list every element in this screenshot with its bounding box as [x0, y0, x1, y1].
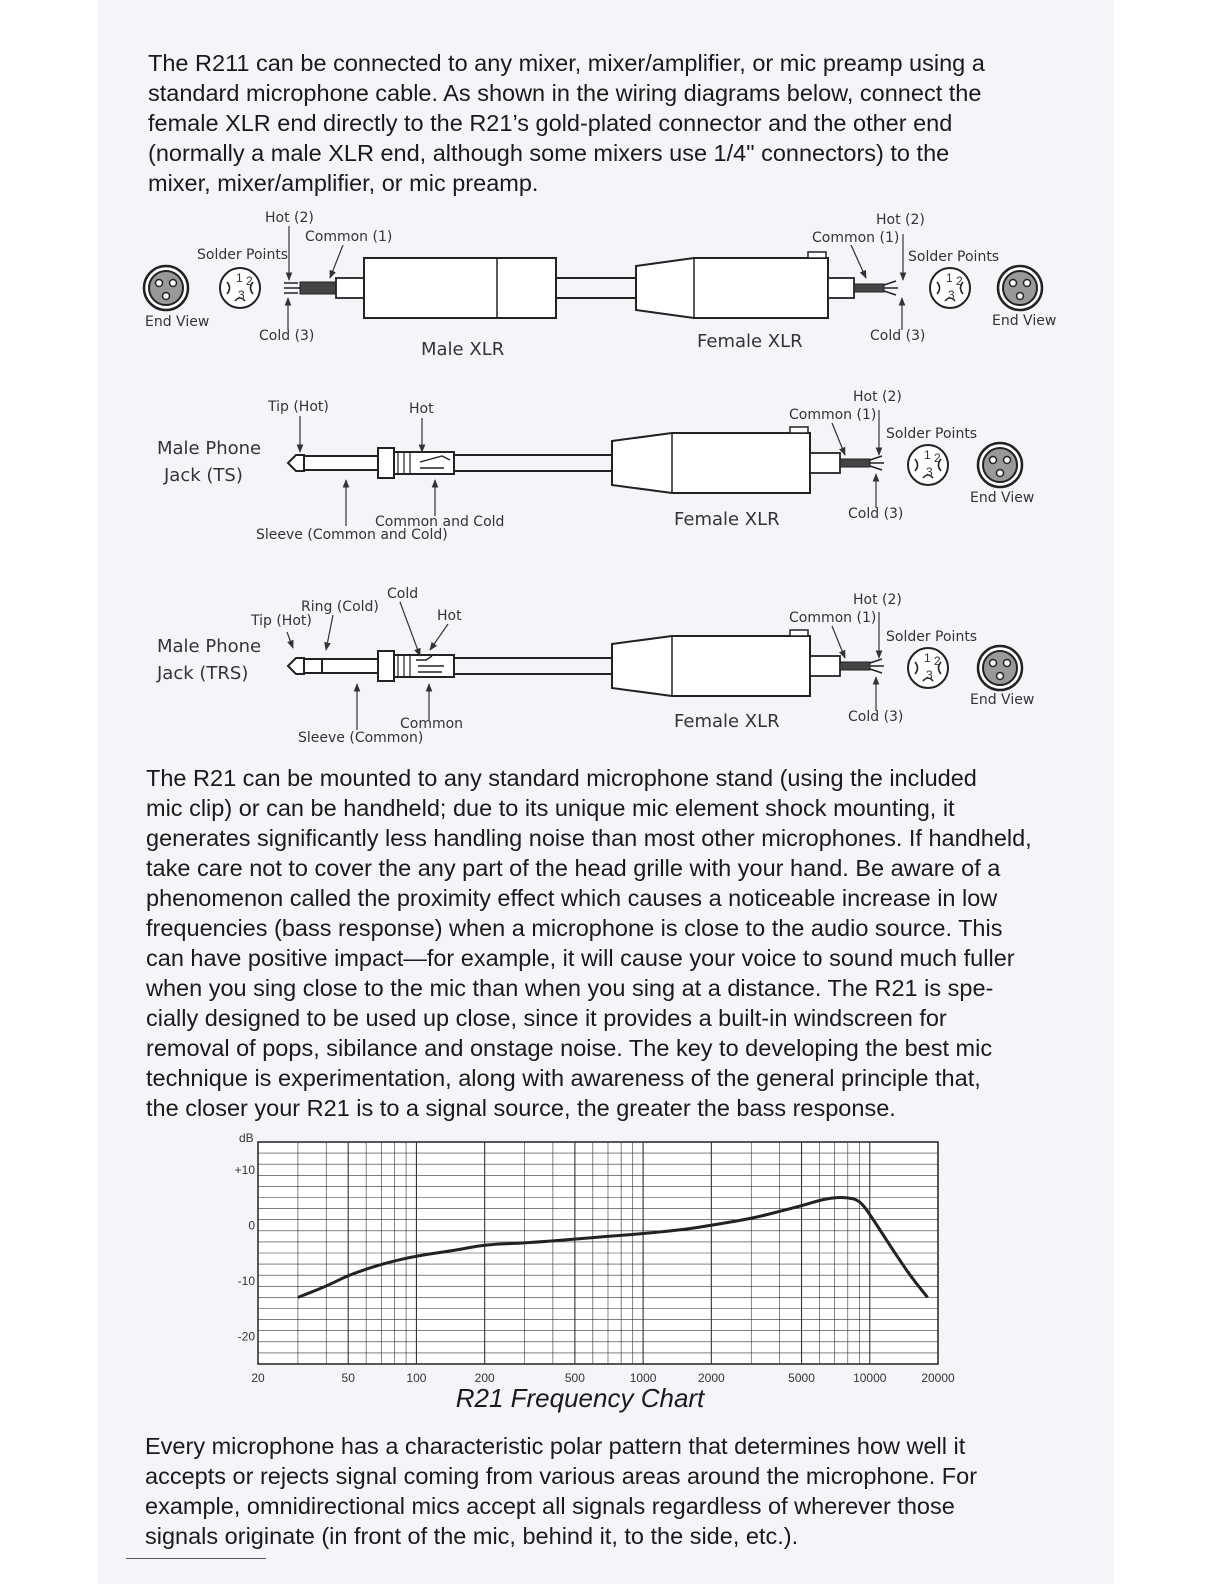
label-end-view: End View [145, 314, 210, 330]
text-line: frequencies (bass response) when a microphone is close to the audio source. This [146, 915, 1003, 941]
text-line: removal of pops, sibilance and onstage noise. The key to developing the best mic [146, 1035, 993, 1061]
cable [454, 455, 612, 471]
label-cold: Cold (3) [848, 709, 904, 725]
xlr-end-view-icon [998, 266, 1042, 310]
trs-plug-tip [288, 658, 304, 674]
chart-title: R21 Frequency Chart [455, 1383, 705, 1413]
svg-text:2: 2 [956, 274, 963, 288]
text-line: example, omnidirectional mics accept all signals regardless of wherever those [145, 1493, 955, 1519]
trs-plug-sleeve [322, 659, 378, 673]
label-hot: Hot (2) [265, 210, 314, 226]
x-tick-label: 5000 [788, 1371, 815, 1385]
label-sleeve: Sleeve (Common and Cold) [256, 527, 448, 543]
x-tick-label: 200 [474, 1371, 495, 1385]
label-common: Common (1) [789, 407, 877, 423]
label-cold: Cold (3) [848, 506, 904, 522]
text-line: (normally a male XLR end, although some mixers use 1/4" connectors) to the [148, 140, 950, 166]
male-xlr-body [364, 258, 556, 318]
frequency-chart [235, 1131, 955, 1413]
text-line: mic clip) or can be handheld; due to its unique mic element shock mounting, it [146, 795, 955, 821]
label-cold: Cold (3) [870, 328, 926, 344]
label-female-xlr: Female XLR [674, 509, 780, 530]
text-line: The R21 can be mounted to any standard microphone stand (using the included [146, 765, 977, 791]
label-common: Common (1) [812, 230, 900, 246]
text-line: mixer, mixer/amplifier, or mic preamp. [148, 170, 539, 196]
svg-text:1: 1 [924, 651, 931, 665]
wire-jacket [300, 282, 336, 294]
y-tick-label: -10 [237, 1273, 255, 1288]
female-xlr-body [612, 427, 884, 493]
label-solder-points: Solder Points [886, 426, 978, 442]
label-jack-type: Jack (TS) [164, 465, 243, 486]
label-solder-points: Solder Points [197, 247, 289, 263]
text-line: Every microphone has a characteristic polar pattern that determines how well it [145, 1433, 966, 1459]
cable [454, 658, 612, 674]
label-solder-points: Solder Points [886, 629, 978, 645]
text-line: signals originate (in front of the mic, behind it, to the side, etc.). [145, 1523, 799, 1549]
xlr-end-view-icon [978, 646, 1022, 690]
solder-points-icon [908, 648, 948, 688]
svg-text:2: 2 [246, 274, 253, 288]
label-jack-type: Jack (TRS) [157, 663, 249, 684]
label-male-xlr: Male XLR [421, 339, 505, 360]
text-line: phenomenon called the proximity effect which causes a noticeable increase in low [146, 885, 998, 911]
x-tick-label: 2000 [697, 1371, 725, 1385]
x-tick-label: 50 [341, 1371, 355, 1385]
label-common-cold: Common and Cold [375, 514, 505, 530]
y-tick-label: -20 [237, 1329, 255, 1344]
svg-text:2: 2 [934, 654, 941, 668]
svg-text:1: 1 [236, 271, 243, 285]
solder-points-icon [908, 445, 948, 485]
label-end-view: End View [970, 692, 1035, 708]
svg-text:1: 1 [946, 271, 953, 285]
ts-to-xlr-diagram [157, 389, 1034, 543]
label-sleeve: Sleeve (Common) [298, 730, 424, 746]
label-ring: Ring (Cold) [301, 599, 379, 615]
svg-text:3: 3 [948, 288, 955, 302]
xlr-end-view-icon [144, 266, 188, 310]
x-tick-label: 10000 [853, 1371, 887, 1385]
solder-points-icon [220, 268, 260, 308]
label-end-view: End View [992, 313, 1057, 329]
label-solder-points: Solder Points [908, 249, 1000, 265]
wire-strands [284, 283, 300, 293]
trs-to-xlr-diagram [156, 586, 1034, 746]
x-tick-label: 1000 [629, 1371, 657, 1385]
label-cold: Cold (3) [259, 328, 315, 344]
strain-relief [336, 278, 364, 298]
xlr-end-view-icon [978, 443, 1022, 487]
label-hot: Hot (2) [876, 212, 925, 228]
x-tick-label: 500 [564, 1371, 585, 1385]
text-line: when you sing close to the mic than when you sing at a distance. The R21 is spe- [146, 975, 994, 1001]
female-xlr-body [612, 630, 884, 696]
cable [556, 278, 636, 298]
text-line: accepts or rejects signal coming from various areas around the microphone. For [145, 1463, 978, 1489]
x-tick-label: 100 [406, 1371, 427, 1385]
ts-plug-sleeve [304, 456, 378, 470]
svg-text:3: 3 [926, 465, 933, 479]
svg-text:3: 3 [238, 288, 245, 302]
svg-text:3: 3 [926, 668, 933, 682]
label-hot: Hot (2) [853, 592, 902, 608]
text-line: The R211 can be connected to any mixer, mixer/amplifier, or mic preamp using a [148, 50, 985, 76]
y-tick-label: +10 [234, 1162, 255, 1177]
label-tip: Tip (Hot) [268, 399, 329, 415]
text-line: the closer your R21 is to a signal source, the greater the bass response. [146, 1095, 896, 1121]
y-tick-label: 0 [248, 1218, 255, 1233]
chart-y-ticks [235, 1163, 256, 1344]
xlr-to-xlr-diagram [144, 210, 1056, 360]
label-female-xlr: Female XLR [674, 711, 780, 732]
trs-plug-ring [304, 659, 322, 673]
label-hot: Hot [437, 608, 462, 624]
text-line: cially designed to be used up close, since it provides a built-in windscreen for [146, 1005, 947, 1031]
label-female-xlr: Female XLR [697, 331, 803, 352]
chart-y-label: dB [239, 1131, 254, 1145]
label-common: Common (1) [789, 610, 877, 626]
label-hot: Hot (2) [853, 389, 902, 405]
label-tip: Tip (Hot) [251, 613, 312, 629]
chart-grid [258, 1142, 938, 1364]
text-line: can have positive impact—for example, it will cause your voice to sound much fuller [146, 945, 1015, 971]
text-line: standard microphone cable. As shown in the wiring diagrams below, connect the [148, 80, 982, 106]
label-hot: Hot [409, 401, 434, 417]
text-line: technique is experimentation, along with awareness of the general principle that, [146, 1065, 981, 1091]
ts-plug-tip [288, 455, 304, 471]
text-line: female XLR end directly to the R21’s gold-plated connector and the other end [148, 110, 953, 136]
footnote-rule [126, 1558, 266, 1559]
x-tick-label: 20000 [921, 1371, 955, 1385]
label-common: Common [400, 716, 464, 732]
svg-text:1: 1 [924, 448, 931, 462]
label-common: Common (1) [305, 229, 393, 245]
solder-points-icon [930, 268, 970, 308]
text-line: generates significantly less handling noise than most other microphones. If handheld, [146, 825, 1032, 851]
x-tick-label: 20 [251, 1371, 265, 1385]
label-end-view: End View [970, 490, 1035, 506]
label-cold: Cold [387, 586, 419, 602]
svg-text:2: 2 [934, 451, 941, 465]
label-jack-name: Male Phone [157, 636, 262, 657]
label-jack-name: Male Phone [157, 438, 262, 459]
text-line: take care not to cover the any part of the head grille with your hand. Be aware of a [146, 855, 1001, 881]
female-xlr-body [636, 258, 828, 318]
